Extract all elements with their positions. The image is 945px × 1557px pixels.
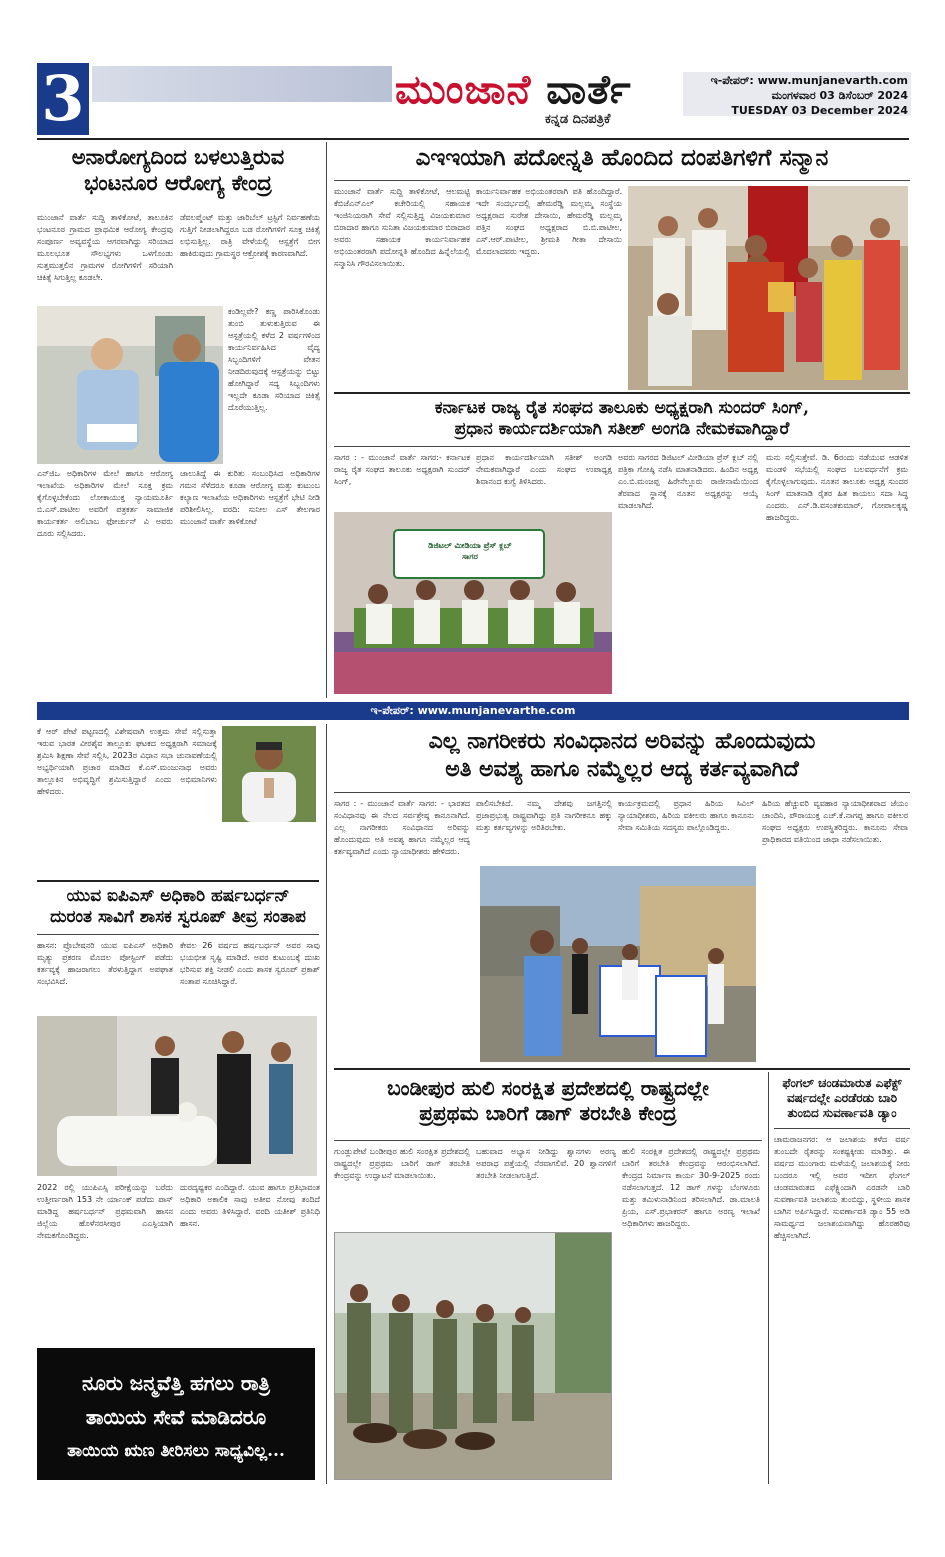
quote-line2: ತಾಯಿಯ ಸೇವೆ ಮಾಡಿದರೂ	[85, 1405, 267, 1429]
constitution-photo	[480, 866, 756, 1062]
couple-body-col2: ಕಾರ್ಯನಿರ್ವಾಹಕ ಅಭಿಯಂತರರಾಗಿ ಪತಿ ಹೊಂದಿದ್ದಾರೆ. ಇದೇ ಸಂದರ್ಭದಲ್ಲಿ ಹೇಮರೆಡ್ಡಿ ಮಲ್ಲಮ್ಮ ಸಂಸ್ಥೆಯ ಅಧ್ಯಕ್ಷರಾದ ಸುರೇಶ ದೇಸಾಯಿ, ಹೇಮರೆಡ್ಡಿ ಮಲ್ಲಮ್ಮ ಪತ್ತಿನ ಸಂಘದ ಅಧ್ಯಕ್ಷರಾದ ಬಿ.ಬಿ.ಪಾಟೀಲ, ಎಸ್.ಆರ್.ಪಾಟೀಲ, ಶ್ರೀಮತಿ ಗೀತಾ ದೇಸಾಯಿ ಮೊದಲಾದವರು ಇದ್ದರು.	[476, 187, 622, 256]
hospital-body-bottom-left: ಎನ್‌ಜಿಒ ಅಧಿಕಾರಿಗಳ ಮೇಲೆ ಹಾಗೂ ಆರೋಗ್ಯ ಇಲಾಖೆಯ ಅಧಿಕಾರಿಗಳ ಮೇಲೆ ಸೂಕ್ತ ಕ್ರಮ ಕೈಗೊಳ್ಳಬೇಕೆಂದು ಲೋಕಾಯುಕ್ತ ನ್ಯಾಯಮೂರ್ತಿ ಬಿ.ಎಸ್.ಪಾಟೀಲ ಅವರಿಗೆ ಪತ್ರಕರ್ತ ಸಾಮಾಜಿಕ ಕಾರ್ಯಕರ್ತ ಅಲಿಬಾಬ ಫೋರ್ಚುನ್ ವಿ ಅವರು ದೂರು ಸಲ್ಲಿಸಿದರು.	[37, 469, 173, 538]
constitution-headline	[334, 728, 910, 783]
couple-body-col1: ಮುಂಜಾನೆ ವಾರ್ತೆ ಸುದ್ದಿ ತಾಳಿಕೋಟೆ, ಆಲಮಟ್ಟಿ ಕೆಬಿಜೆಎನ್ಎಲ್ ಕಚೇರಿಯಲ್ಲಿ ಸಹಾಯಕ ಇಂಜಿನಿಯರಾಗಿ ಸೇವೆ ಸಲ್ಲಿಸುತ್ತಿದ್ದ ವಿಜಯಕುಮಾರ ಬಿರಾದಾರ ಹಾಗೂ ಸುನಿತಾ ವಿಜಯಕುಮಾರ ಬಿರಾದಾರ ಅವರು ಸಹಾಯಕ ಕಾರ್ಯನಿರ್ವಾಹಕ ಅಭಿಯಂತರರಾಗಿ ಪದೋನ್ನತಿ ಹೊಂದಿದ ಹಿನ್ನೆಲೆಯಲ್ಲಿ ಸನ್ಮಾನಿಸಿ ಗೌರವಿಸಲಾಯಿತು.	[334, 187, 470, 268]
dog-body-col2: ಬಹುವಾದ ಅಭ್ಯಾಸ ನೀಡಿದ್ದು ಶ್ವಾನಗಳು ಅರಣ್ಯ ಅಪರಾಧ ಪತ್ತೆಯಲ್ಲಿ ನೆರವಾಗಲಿವೆ. 20 ಶ್ವಾನಗಳಿಗೆ ತರಬೇತಿ ನೀಡಲಾಗುತ್ತಿದೆ.	[476, 1147, 616, 1180]
masthead-rule	[37, 138, 909, 140]
hospital-body-right: ಡೆವಲಪ್ಮೆಂಟ್ ಮತ್ತು ಜಾರಿಬೆಲ್ ಟ್ರಸ್ಟಿಗೆ ನಿರ್ವಹಣೆಯ ಗುತ್ತಿಗೆ ನೀಡಲಾಗಿದ್ದರೂ ಬಡ ರೋಗಿಗಳಿಗೆ ಸೂಕ್ತ ಚಿಕಿತ್ಸೆ ಲಭಿಸುತ್ತಿಲ್ಲ. ರಾತ್ರಿ ವೇಳೆಯಲ್ಲಿ ಆಸ್ಪತ್ರೆಗೆ ಬೀಗ ಹಾಕಿರುವುದು ಗ್ರಾಮಸ್ಥರ ಆಕ್ರೋಶಕ್ಕೆ ಕಾರಣವಾಗಿದೆ.	[180, 213, 320, 258]
teacher-body: ಕೆ ಆರ್ ಪೇಟೆ ಪಟ್ಟಣದಲ್ಲಿ ವಿಶೇಷವಾಗಿ ಉತ್ತಮ ಸೇವೆ ಸಲ್ಲಿಸುತ್ತಾ ಇರುವ ಭಾರತ ವೀರಶೈವ ತಾಲ್ಲೂಕು ಘಟಕದ ಅಧ್ಯಕ್ಷರಾಗಿ ಸಮಾಜಕ್ಕೆ ಶ್ರಮಿಸಿ ಶಿಕ್ಷಣಾ ಸೇವೆ ಸಲ್ಲಿಸಿ, 2023ರ ವಿಧಾನ ಸಭಾ ಚುನಾವಣೆಯಲ್ಲಿ ಅಭ್ಯರ್ಥಿಯಾಗಿ ಪ್ರಚಾರ ಮಾಡಿದ ಕೆ.ಎಸ್.ಮಂಜುನಾಥ ಅವರು ತಾಲ್ಲೂಕಿನ ಅಭಿವೃದ್ಧಿಗೆ ಶ್ರಮಿಸುತ್ತಿದ್ದಾರೆ ಎಂದು ಅಭಿಮಾನಿಗಳು ಹೇಳಿದರು.	[37, 727, 217, 796]
farmers-body-col3: ಅವರು ಸಾಗರದ ಡಿಜಿಟಲ್ ಮೀಡಿಯಾ ಪ್ರೆಸ್ ಕ್ಲಬ್ ನಲ್ಲಿ ಪತ್ರಿಕಾ ಗೋಷ್ಠಿ ನಡೆಸಿ ಮಾತನಾಡಿದರು. ಹಿಂದಿನ ಅಧ್ಯಕ್ಷ ಎಂ.ಬಿ.ಮಂಜಪ್ಪ ಹಿರೇನೆಲ್ಲೂರು ರಾಜೀನಾಮೆಯಿಂದ ತೆರವಾದ ಸ್ಥಾನಕ್ಕೆ ನೂತನ ಅಧ್ಯಕ್ಷರನ್ನು ಆಯ್ಕೆ ಮಾಡಲಾಗಿದೆ.	[618, 453, 758, 510]
hospital-body-left: ಮುಂಜಾನೆ ವಾರ್ತೆ ಸುದ್ದಿ ತಾಳಿಕೋಟೆ, ತಾಲೂಕಿನ ಭಂಟನೂರ ಗ್ರಾಮದ ಪ್ರಾಥಮಿಕ ಆರೋಗ್ಯ ಕೇಂದ್ರವು ಸಂಪೂರ್ಣ ಅವ್ಯವಸ್ಥೆಯ ಆಗರವಾಗಿದ್ದು ಸರಿಯಾದ ಮೂಲಭೂತ ಸೌಲಭ್ಯಗಳು ಒಳಗೊಂಡು ಸುತ್ತಮುತ್ತಲಿನ ಗ್ರಾಮಗಳ ರೋಗಿಗಳಿಗೆ ಸರಿಯಾಗಿ ಚಿಕಿತ್ಸೆ ಸಿಗುತ್ತಿಲ್ಲ ಕೂಡಲೇ.	[37, 213, 173, 282]
farmers-banner-text: ಡಿಜಿಟಲ್ ಮೀಡಿಯಾ ಪ್ರೆಸ್ ಕ್ಲಬ್ ಸಾಗರ	[428, 541, 512, 561]
quote-box	[37, 1348, 315, 1480]
couple-photo-svg	[628, 186, 908, 390]
dog-headline-line1: ಬಂಡೀಪುರ ಹುಲಿ ಸಂರಕ್ಷಿತ ಪ್ರದೇಶದಲ್ಲಿ ರಾಷ್ಟ್ರದಲ್ಲೇ	[387, 1076, 709, 1100]
ips-photo-svg	[37, 1016, 317, 1176]
epaper-url[interactable]: ಇ-ಪೇಪರ್: www.munjanevarth.com	[710, 74, 908, 87]
farmers-headline-line2: ಪ್ರಧಾನ ಕಾರ್ಯದರ್ಶಿಯಾಗಿ ಸತೀಶ್ ಅಂಗಡಿ ನೇಮಕವಾಗಿದ್ದಾರೆ	[454, 419, 790, 440]
constitution-body-col4: ಹಿರಿಯ ಹೆಚ್ಚುವರಿ ವ್ಯವಹಾರ ನ್ಯಾಯಾಧೀಶರಾದ ಜೆಯಂ ಚಾಂದಿನಿ, ಪೌರಾಯುಕ್ತ ಎಚ್.ಕೆ.ನಾಗಪ್ಪ ಹಾಗೂ ವಕೀಲರ ಸಂಘದ ಅಧ್ಯಕ್ಷರು ಉಪಸ್ಥಿತರಿದ್ದರು. ಕಾನೂನು ಸೇವಾ ಪ್ರಾಧಿಕಾರದ ವತಿಯಿಂದ ಜಾಥಾ ನಡೆಸಲಾಯಿತು.	[762, 799, 908, 844]
dog-body-col1: ಗುಂಡ್ಲುಪೇಟೆ ಬಂಡೀಪುರ ಹುಲಿ ಸಂರಕ್ಷಿತ ಪ್ರದೇಶದಲ್ಲಿ ರಾಷ್ಟ್ರದಲ್ಲೇ ಪ್ರಪ್ರಥಮ ಬಾರಿಗೆ ಡಾಗ್ ತರಬೇತಿ ಕೇಂದ್ರವನ್ನು ಉದ್ಘಾಟನೆ ಮಾಡಲಾಯಿತು.	[334, 1147, 470, 1180]
column-rule	[326, 142, 327, 698]
hospital-headline-line1: ಅನಾರೋಗ್ಯದಿಂದ ಬಳಲುತ್ತಿರುವ	[71, 144, 285, 169]
farmers-body-col4: ಮನು ಸಲ್ಲಿಸುತ್ತೇವೆ. ಡಿ. 6ರಂದು ನಡೆಯುವ ಆಡಳಿತ ಮಂಡಳಿ ಸಭೆಯಲ್ಲಿ ಸಂಘದ ಬಲವರ್ಧನೆಗೆ ಕ್ರಮ ಕೈಗೊಳ್ಳಲಾಗುವುದು. ನೂತನ ತಾಲೂಕು ಅಧ್ಯಕ್ಷ ಸುಂದರ ಸಿಂಗ್ ಮಾತನಾಡಿ ರೈತರ ಹಿತ ಕಾಯಲು ಸದಾ ಸಿದ್ಧ ಎಂದರು. ಎನ್.ಡಿ.ವಸಂತಕುಮಾರ್, ಗೋಪಾಲಕೃಷ್ಣ ಹಾಜರಿದ್ದರು.	[766, 453, 908, 522]
hospital-body-bottom-right: ಜಾಲುತಿದ್ದೆ ಈ ಕುರಿತು ಸಂಬಂಧಿಸಿದ ಅಧಿಕಾರಿಗಳ ಗಮನ ಸೆಳೆದರೂ ಕೂಡಾ ಆರೋಗ್ಯ ಮತ್ತು ಕುಟುಂಬ ಕಲ್ಯಾಣ ಇಲಾಖೆಯ ಅಧಿಕಾರಿಗಳು ಆಸ್ಪತ್ರೆಗೆ ಭೇಟಿ ನೀಡಿ ಪರಿಶೀಲಿಸಿಲ್ಲ. ವರದಿ: ಸುನೀಲ ಎಸ್ ತೇಲಗಾರ ಮುಂಜಾನೆ ವಾರ್ತೆ ತಾಳಿಕೋಟೆ	[180, 469, 320, 526]
farmers-top-rule	[334, 392, 910, 394]
quote-line3: ತಾಯಿಯ ಋಣ ತೀರಿಸಲು ಸಾಧ್ಯವಿಲ್ಲ...	[67, 1441, 285, 1461]
ips-top-rule	[37, 880, 319, 882]
farmers-body-col1: ಸಾಗರ : - ಮುಂಜಾನೆ ವಾರ್ತೆ ಸಾಗರ:- ಕರ್ನಾಟಕ ರಾಜ್ಯ ರೈತ ಸಂಘದ ತಾಲೂಕು ಅಧ್ಯಕ್ಷರಾಗಿ ಸುಂದರ್ ಸಿಂಗ್,	[334, 453, 470, 486]
constitution-body-col3: ಕಾರ್ಯಕ್ರಮದಲ್ಲಿ ಪ್ರಧಾನ ಹಿರಿಯ ಸಿವಿಲ್ ನ್ಯಾಯಾಧೀಶರು, ಹಿರಿಯ ವಕೀಲರು ಹಾಗೂ ಕಾನೂನು ಸೇವಾ ಸಮಿತಿಯ ಸದಸ್ಯರು ಪಾಲ್ಗೊಂಡಿದ್ದರು.	[618, 799, 754, 832]
brand-part1: ಮುಂಜಾನೆ	[395, 66, 532, 113]
dog-body-col3: ಹುಲಿ ಸಂರಕ್ಷಿತ ಪ್ರದೇಶದಲ್ಲಿ ರಾಷ್ಟ್ರದಲ್ಲೇ ಪ್ರಪ್ರಥಮ ಬಾರಿಗೆ ತರಬೇತಿ ಕೇಂದ್ರವನ್ನು ಆರಂಭಿಸಲಾಗಿದೆ. ಕೇಂದ್ರದ ನಿರ್ಮಾಣ ಕಾರ್ಯ 30-9-2025 ರಂದು ನಡೆಸಲಾಗುತ್ತದೆ. 12 ಡಾಗ್ ಗಳನ್ನು ಬೆಂಗಳೂರು ಮತ್ತು ತಮಿಳುನಾಡಿನಿಂದ ತರಿಸಲಾಗಿದೆ. ಡಾ.ಮಾಲತಿ ಪ್ರಿಯ, ಎಸ್.ಪ್ರಭಾಕರನ್ ಹಾಗೂ ಅರಣ್ಯ ಇಲಾಖೆ ಅಧಿಕಾರಿಗಳು ಹಾಜರಿದ್ದರು.	[622, 1147, 760, 1228]
constitution-headline-line1: ಎಲ್ಲ ನಾಗರೀಕರು ಸಂವಿಧಾನದ ಅರಿವನ್ನು ಹೊಂದುವುದು	[428, 728, 816, 754]
newspaper-brand	[395, 66, 680, 116]
constitution-headline-line2: ಅತಿ ಅವಶ್ಯ ಹಾಗೂ ನಮ್ಮೆಲ್ಲರ ಆದ್ಯ ಕರ್ತವ್ಯವಾಗಿದೆ	[445, 755, 799, 782]
ips-headline	[37, 886, 319, 929]
ips-body-bottom-col2: ದುರದೃಷ್ಟಕರ ಎಂದಿದ್ದಾರೆ. ಯುವ ಹಾಗೂ ಪ್ರತಿಭಾವಂತ ಅಧಿಕಾರಿ ಅಕಾಲಿಕ ಸಾವು ಅತೀವ ನೋವು ತಂದಿದೆ ಎಂದು ಅವರು ತಿಳಿಸಿದ್ದಾರೆ. ವರದಿ ಯತೀಶ್ ಪ್ರತಿನಿಧಿ ಹಾಸನ.	[180, 1183, 320, 1228]
hospital-body-right-mid: ಕಂಡಿಲ್ಲವೇ? ಕಣ್ಣ ಪಾರಿಸಿಕೊಂಡು ತುಂಬಿ ತುಳುಕುತ್ತಿರುವ ಈ ಆಸ್ಪತ್ರೆಯಲ್ಲಿ ಕಳೆದ 2 ವರ್ಷಗಳಿಂದ ಕಾರ್ಯನಿರ್ವಹಿಸಿದ ವೈದ್ಯ ಸಿಬ್ಬಂದಿಗಳಿಗೆ ವೇತನ ನೀಡದಿರುವುದಕ್ಕೆ ಆಸ್ಪತ್ರೆಯನ್ನು ಬಿಟ್ಟು ಹೋಗಿದ್ದಾರೆ ಸದ್ಯ ಸಿಬ್ಬಂದಿಗಳು ಇಲ್ಲದೇ ಕೂಡಾ ಸರಿಯಾದ ಚಿಕಿತ್ಸೆ ದೊರೆಯುತ್ತಿಲ್ಲ.	[228, 307, 320, 412]
date-english: TUESDAY 03 December 2024	[731, 104, 908, 117]
hospital-photo	[37, 306, 223, 464]
couple-rule	[334, 180, 910, 181]
teacher-photo	[222, 726, 316, 822]
column-rule-lower	[326, 724, 327, 1484]
ips-headline-line1: ಯುವ ಐಪಿಎಸ್ ಅಧಿಕಾರಿ ಹರ್ಷಬರ್ಧನ್	[66, 886, 290, 906]
cyclone-body: ಚಾಮರಾಜನಗರ: ಆ ಜಲಾಶಯ ಕಳೆದ ವರ್ಷ ತುಂಬದೇ ರೈತರನ್ನು ಸಂಕಷ್ಟಕ್ಕೀಡು ಮಾಡಿತ್ತು. ಈ ವರ್ಷದ ಮುಂಗಾರು ಮಳೆಯಲ್ಲಿ ಜಲಾಶಯಕ್ಕೆ ನೀರು ಬಂದರೂ ಇಲ್ಲಿ ಅವರ ಇದೀಗ ಫೆಂಗಲ್ ಚಂಡಮಾರುತದ ಎಫೆಕ್ಟ್ನಿಂದಾಗಿ ಎರಡನೇ ಬಾರಿ ಸುವರ್ಣಾವತಿ ಜಲಾಶಯ ತುಂಬಿದ್ದು, ಸ್ಥಳೀಯ ಶಾಸಕ ಬಾಗಿನ ಅರ್ಪಿಸಿದ್ದಾರೆ. ಸುವರ್ಣಾವತಿ ಡ್ಯಾಂ 55 ಅಡಿ ಸಾಮರ್ಥ್ಯದ ಜಲಾಶಯವಾಗಿದ್ದು ಹೊರಹರಿವು ಹೆಚ್ಚಿಸಲಾಗಿದೆ.	[774, 1135, 910, 1240]
date-kannada: ಮಂಗಳವಾರ 03 ಡಿಸೆಂಬರ್ 2024	[771, 89, 908, 102]
farmers-headline-line1: ಕರ್ನಾಟಕ ರಾಜ್ಯ ರೈತ ಸಂಘದ ತಾಲೂಕು ಅಧ್ಯಕ್ಷರಾಗಿ ಸುಂದರ್ ಸಿಂಗ್,	[434, 398, 810, 418]
cyclone-headline-line2: ವರ್ಷದಲ್ಲೇ ಎರಡೆರಡು ಬಾರಿ	[786, 1091, 898, 1105]
ips-body-col1: ಹಾಸನ: ಪ್ರೊಬೇಷನರಿ ಯುವ ಐಪಿಎಸ್ ಅಧಿಕಾರಿ ಮೃತ್ಯು ಪ್ರಕರಣ ಮೊದಲ ಪೋಸ್ಟಿಂಗ್ ಪಡೆದು ಕರ್ತವ್ಯಕ್ಕೆ ಹಾಜರಾಗಲು ತೆರಳುತ್ತಿದ್ದಾಗ ಅಪಘಾತ ಸಂಭವಿಸಿದೆ.	[37, 941, 173, 986]
farmers-rule	[334, 446, 910, 447]
dog-headline	[334, 1076, 762, 1126]
ips-body-bottom-col1: 2022 ರಲ್ಲಿ ಯುಪಿಎಸ್ಸಿ ಪರೀಕ್ಷೆಯನ್ನು ಬರೆದು ಉತ್ತೀರ್ಣರಾಗಿ 153 ನೇ ರ್ಯಾಂಕ್ ಪಡೆದು ಪಾಸ್ ಮಾಡಿದ್ದ ಹರ್ಷಬರ್ಧನ್ ಪ್ರಥಮವಾಗಿ ಹಾಸನ ಜಿಲ್ಲೆಯ ಹೊಳೆನರಸೀಪುರ ಎಎಸ್ಪಿಯಾಗಿ ನೇಮಕಗೊಂಡಿದ್ದರು.	[37, 1183, 173, 1240]
quote-line1: ನೂರು ಜನ್ಮವೆತ್ತಿ ಹಗಲು ರಾತ್ರಿ	[81, 1371, 270, 1395]
constitution-photo-svg	[480, 866, 756, 1062]
page-number: 3	[37, 63, 89, 135]
couple-headline: ಎಇಇಯಾಗಿ ಪದೋನ್ನತಿ ಹೊಂದಿದ ದಂಪತಿಗಳಿಗೆ ಸನ್ಮಾನ	[415, 144, 829, 171]
cyclone-headline	[774, 1076, 910, 1121]
constitution-body-col2: ಪಾಲಿಸಬೇಕಿದೆ. ನಮ್ಮ ದೇಶವು ಜಗತ್ತಿನಲ್ಲಿ ಪ್ರಜಾಪ್ರಭುತ್ವ ರಾಷ್ಟ್ರವಾಗಿದ್ದು ಪ್ರತಿ ನಾಗರೀಕನೂ ಹಕ್ಕು ಮತ್ತು ಕರ್ತವ್ಯಗಳನ್ನು ಅರಿತಿರಬೇಕು.	[476, 799, 612, 832]
dog-photo-svg	[335, 1233, 611, 1479]
cyclone-column-rule	[768, 1072, 769, 1484]
dog-rule	[334, 1140, 762, 1141]
cyclone-headline-line3: ತುಂಬಿದ ಸುವರ್ಣಾವತಿ ಡ್ಯಾಂ	[787, 1106, 897, 1120]
dog-headline-line2: ಪ್ರಪ್ರಥಮ ಬಾರಿಗೆ ಡಾಗ್ ತರಬೇತಿ ಕೇಂದ್ರ	[419, 1101, 677, 1125]
ips-photo	[37, 1016, 317, 1176]
couple-photo	[628, 186, 908, 390]
brand-part2: ವಾರ್ತೆ	[546, 66, 632, 113]
hospital-headline-line2: ಭಂಟನೂರ ಆರೋಗ್ಯ ಕೇಂದ್ರ	[84, 170, 272, 196]
ips-rule	[37, 934, 319, 935]
cyclone-rule	[774, 1128, 910, 1129]
hospital-photo-svg	[37, 306, 223, 464]
dog-top-rule	[334, 1068, 910, 1070]
masthead-band	[92, 66, 392, 102]
epaper-divider[interactable]: ಇ-ಪೇಪರ್: www.munjanevarthe.com	[37, 702, 909, 720]
constitution-rule	[334, 792, 910, 793]
farmers-photo	[334, 512, 612, 694]
farmers-body-col2: ಪ್ರಧಾನ ಕಾರ್ಯದರ್ಶಿಯಾಗಿ ಸತೀಶ್ ಅಂಗಡಿ ನೇಮಕವಾಗಿದ್ದಾರೆ ಎಂದು ಸಂಘದ ಉಪಾಧ್ಯಕ್ಷ ಶಿವಾನಂದ ಕುಗ್ವೆ ತಿಳಿಸಿದರು.	[476, 453, 612, 486]
ips-headline-line2: ದುರಂತ ಸಾವಿಗೆ ಶಾಸಕ ಸ್ವರೂಪ್ ತೀವ್ರ ಸಂತಾಪ	[50, 907, 306, 928]
hospital-headline	[37, 144, 319, 197]
teacher-photo-svg	[222, 726, 316, 822]
ips-body-col2: ಕೇವಲ 26 ವರ್ಷದ ಹರ್ಷಬರ್ಧನ್ ಅವರ ಸಾವು ಭಯಭೀತ ಸೃಷ್ಟಿ ಮಾಡಿದೆ. ಅವರ ಕುಟುಂಬಕ್ಕೆ ದುಃಖ ಭರಿಸುವ ಶಕ್ತಿ ನೀಡಲಿ ಎಂದು ಶಾಸಕ ಸ್ವರೂಪ್ ಪ್ರಕಾಶ್ ಸಂತಾಪ ಸೂಚಿಸಿದ್ದಾರೆ.	[180, 941, 320, 986]
dog-photo	[334, 1232, 612, 1480]
farmers-headline	[334, 398, 910, 441]
constitution-body-col1: ಸಾಗರ : - ಮುಂಜಾನೆ ವಾರ್ತೆ ಸಾಗರ: - ಭಾರತದ ಸಂವಿಧಾನವು ಈ ನೆಲದ ಸರ್ವಶ್ರೇಷ್ಠ ಕಾನೂನಾಗಿದೆ. ಎಲ್ಲ ನಾಗರೀಕರು ಸಂವಿಧಾನದ ಅರಿವನ್ನು ಹೊಂದುವುದು ಅತಿ ಅವಶ್ಯ ಹಾಗೂ ನಮ್ಮೆಲ್ಲರ ಆದ್ಯ ಕರ್ತವ್ಯವಾಗಿದೆ ಎಂದು ನ್ಯಾಯಾಧೀಶರು ಹೇಳಿದರು.	[334, 799, 470, 856]
tagline: ಕನ್ನಡ ದಿನಪತ್ರಿಕೆ	[545, 112, 611, 127]
cyclone-headline-line1: ಫೆಂಗಲ್ ಚಂಡಮಾರುತ ಎಫೆಕ್ಟ್	[782, 1076, 902, 1090]
